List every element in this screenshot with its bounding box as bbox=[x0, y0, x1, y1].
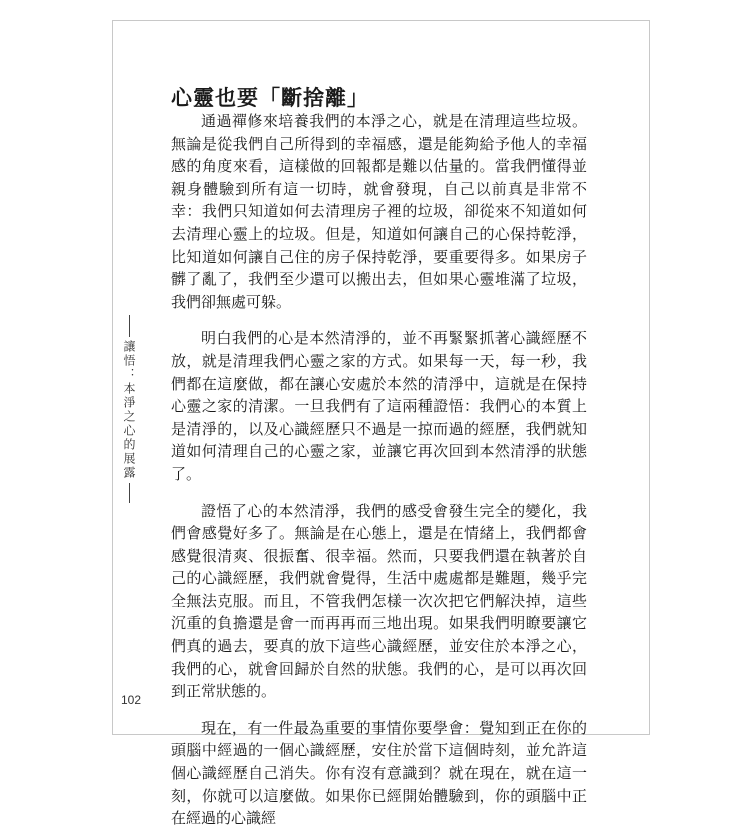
running-head bbox=[118, 315, 140, 503]
paragraph-3: 證悟了心的本然清淨，我們的感受會發生完全的變化，我們會感覺好多了。無論是在心態上，還是在情緒上，我們都會感覺很清爽、很振奮、很幸福。然而，只要我們還在執著於自己的心識經歷，我們就會覺得，生活中處處都是難題，幾乎完全無法克服。而且，不管我們怎樣一次次把它們解決掉，這些沉重的負擔還是會一而再再而三地出現。如果我們明瞭要讓它們真的過去，要真的放下這些心識經歷，並安住於本淨之心，我們的心，就會回歸於自然的狀態。我們的心，是可以再次回到正常狀態的。 bbox=[171, 501, 587, 701]
section-title: 心靈也要「斷捨離」 bbox=[171, 86, 369, 110]
page-number: 102 bbox=[121, 693, 142, 707]
running-head-text: 讓悟：本淨之心的展露 bbox=[122, 340, 136, 480]
paragraph-2: 明白我們的心是本然清淨的，並不再緊緊抓著心識經歷不放，就是清理我們心靈之家的方式。如果每一天，每一秒，我們都在這麼做，都在讓心安處於本然的清淨中，這就是在保持心靈之家的清潔。一旦我們有了這兩種證悟：我們心的本質上是清淨的，以及心識經歷只不過是一掠而過的經歷，我們就知道如何清理自己的心靈之家，並讓它再次回到本然清淨的狀態了。 bbox=[171, 329, 587, 483]
paragraph-4: 現在，有一件最為重要的事情你要學會：覺知到正在你的頭腦中經過的一個心識經歷，安住於當下這個時刻，並允許這個心識經歷自己消失。你有沒有意識到？就在現在，就在這一刻，你就可以這麼做。如果你已經開始體驗到，你的頭腦中正在經過的心識經 bbox=[171, 718, 587, 828]
running-head-rule-bottom bbox=[129, 483, 130, 503]
paragraph-1: 通過禪修來培養我們的本淨之心，就是在清理這些垃圾。無論是從我們自己所得到的幸福感，還是能夠給予他人的幸福感的角度來看，這樣做的回報都是難以估量的。當我們懂得並親身體驗到所有這一切時，就會發現，自己以前真是非常不幸：我們只知道如何去清理房子裡的垃圾，卻從來不知道如何去清理心靈上的垃圾。但是，知道如何讓自己的心保持乾淨，比知道如何讓自己住的房子保持乾淨，要重要得多。如果房子髒了亂了，我們至少還可以搬出去，但如果心靈堆滿了垃圾，我們卻無處可躲。 bbox=[171, 112, 587, 311]
running-head-rule-top bbox=[129, 315, 130, 337]
body-text bbox=[171, 110, 587, 830]
